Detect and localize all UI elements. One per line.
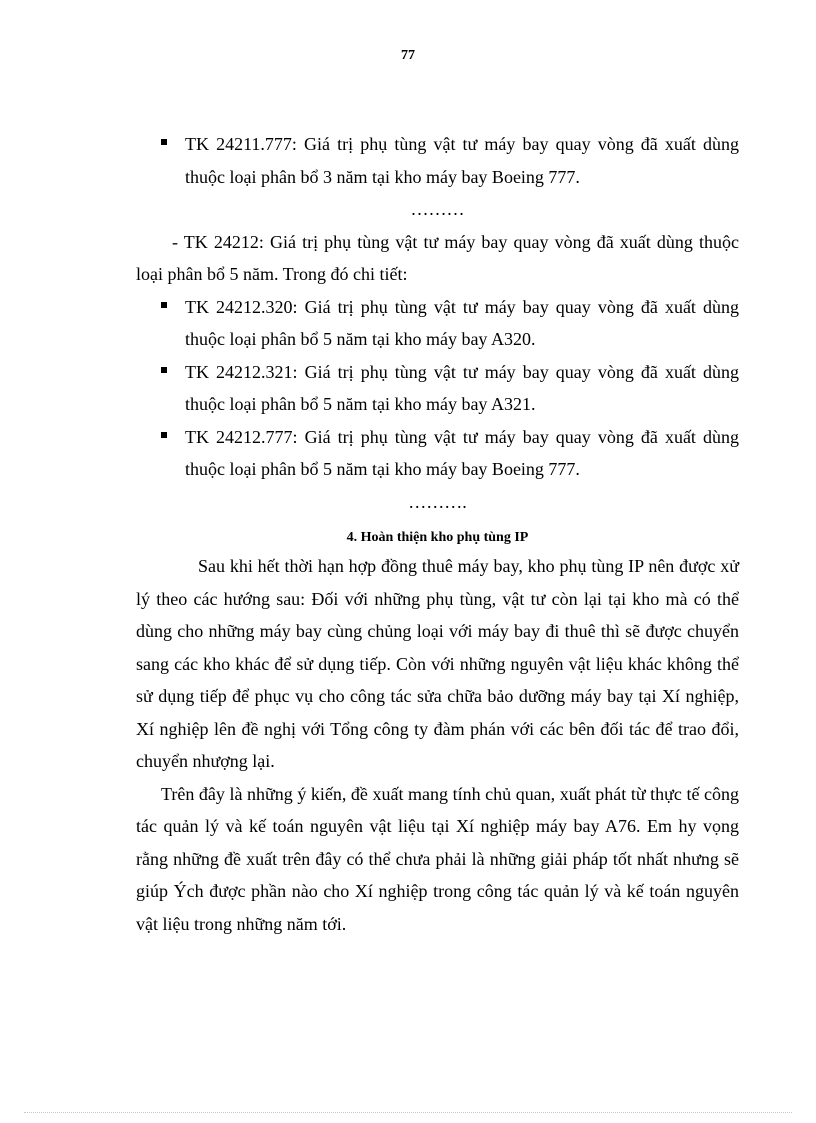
bullet-square-icon xyxy=(161,302,167,308)
bullet-square-icon xyxy=(161,432,167,438)
body-paragraph: Trên đây là những ý kiến, đề xuất mang tính chủ quan, xuất phát từ thực tế công tác quản lý và kế toán nguyên vật liệu tại Xí nghiệp máy bay A76. Em hy vọng rằng những đề xuất trên đây có thể chưa phải là những giải pháp tốt nhất nhưng sẽ giúp Ých được phần nào cho Xí nghiệp trong công tác quản lý và kế toán nguyên vật liệu trong những năm tới. xyxy=(136,783,739,934)
ellipsis: ……… xyxy=(410,199,465,219)
section-heading: 4. Hoàn thiện kho phụ tùng IP xyxy=(346,530,529,545)
list-item xyxy=(136,291,739,356)
body-paragraph: Sau khi hết thời hạn hợp đồng thuê máy bay, kho phụ tùng IP nên được xử lý theo các hướng sau: Đối với những phụ tùng, vật tư còn lại tại kho mà có thể dùng cho những máy bay cùng chủng loại với máy bay đi thuê thì sẽ được chuyển sang các kho khác để sử dụng tiếp. Còn với những nguyên vật liệu khác không thể sử dụng tiếp để phục vụ cho công tác sửa chữa bảo dưỡng máy bay tại Xí nghiệp, Xí nghiệp lên đề nghị với Tổng công ty đàm phán với các bên đối tác để trao đổi, chuyển nhượng lại. xyxy=(136,556,739,771)
page-number: 77 xyxy=(401,48,415,63)
list-item-text: TK 24212.321: Giá trị phụ tùng vật tư máy bay quay vòng đã xuất dùng thuộc loại phân bổ 5 năm tại kho máy bay A321. xyxy=(185,361,739,414)
account-paragraph: - TK 24212: Giá trị phụ tùng vật tư máy bay quay vòng đã xuất dùng thuộc loại phân bổ 5 năm. Trong đó chi tiết: xyxy=(136,231,739,284)
bullet-square-icon xyxy=(161,367,167,373)
list-item-text: TK 24211.777: Giá trị phụ tùng vật tư máy bay quay vòng đã xuất dùng thuộc loại phân bổ 3 năm tại kho máy bay Boeing 777. xyxy=(185,134,739,187)
bullet-square-icon xyxy=(161,139,167,145)
document-body xyxy=(136,128,739,940)
page-bottom-divider xyxy=(24,1112,792,1113)
ellipsis: ………. xyxy=(408,491,467,512)
list-item xyxy=(136,356,739,421)
list-item-text: TK 24212.777: Giá trị phụ tùng vật tư máy bay quay vòng đã xuất dùng thuộc loại phân bổ 5 năm tại kho máy bay Boeing 777. xyxy=(185,426,739,479)
list-item xyxy=(136,421,739,486)
list-item-text: TK 24212.320: Giá trị phụ tùng vật tư máy bay quay vòng đã xuất dùng thuộc loại phân bổ 5 năm tại kho máy bay A320. xyxy=(185,296,739,349)
list-item xyxy=(136,128,739,193)
